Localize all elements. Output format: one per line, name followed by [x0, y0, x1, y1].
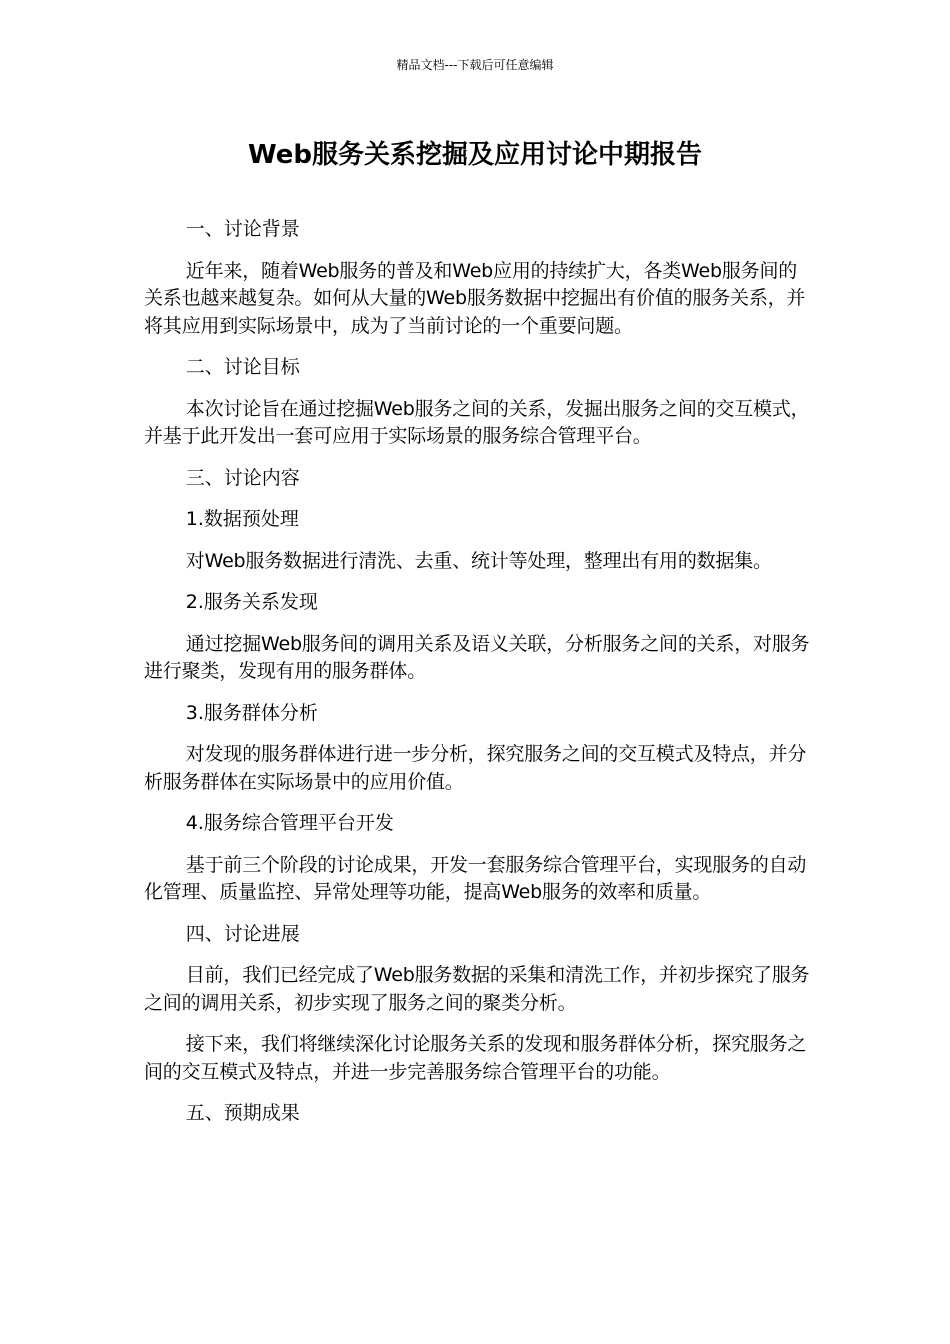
document-title: Web服务关系挖掘及应用讨论中期报告 [248, 140, 702, 170]
paragraph-goal: 本次讨论旨在通过挖掘Web服务之间的关系，发掘出服务之间的交互模式，并基于此开发出一套可应用于实际场景的服务综合管理平台。 [144, 397, 810, 447]
subheading-platform-development: 4.服务综合管理平台开发 [185, 812, 394, 834]
paragraph-preprocessing: 对Web服务数据进行清洗、去重、统计等处理，整理出有用的数据集。 [185, 549, 772, 572]
subheading-relation-discovery: 2.服务关系发现 [185, 591, 318, 613]
paragraph-relation-discovery: 通过挖掘Web服务间的调用关系及语义关联，分析服务之间的关系，对服务进行聚类，发现有用的服务群体。 [144, 632, 810, 682]
subheading-preprocessing: 1.数据预处理 [185, 508, 299, 530]
section-heading-background: 一、讨论背景 [185, 218, 300, 240]
paragraph-progress-next: 接下来，我们将继续深化讨论服务关系的发现和服务群体分析，探究服务之间的交互模式及特点，并进一步完善服务综合管理平台的功能。 [144, 1033, 807, 1083]
subheading-group-analysis: 3.服务群体分析 [185, 701, 318, 724]
paragraph-progress-current: 目前，我们已经完成了Web服务数据的采集和清洗工作，并初步探究了服务之间的调用关系，初步实现了服务之间的聚类分析。 [144, 964, 810, 1014]
section-heading-goal: 二、讨论目标 [185, 356, 300, 378]
paragraph-group-analysis: 对发现的服务群体进行进一步分析，探究服务之间的交互模式及特点，并分析服务群体在实际场景中的应用价值。 [144, 743, 807, 793]
section-heading-progress: 四、讨论进展 [185, 922, 300, 945]
paragraph-background: 近年来，随着Web服务的普及和Web应用的持续扩大，各类Web服务间的关系也越来越复杂。如何从大量的Web服务数据中挖掘出有价值的服务关系，并将其应用到实际场景中，成为了当前讨论的一个重要问题。 [144, 259, 806, 337]
paragraph-platform-development: 基于前三个阶段的讨论成果，开发一套服务综合管理平台，实现服务的自动化管理、质量监控、异常处理等功能，提高Web服务的效率和质量。 [144, 853, 807, 903]
document-body [144, 216, 810, 1142]
header-note: 精品文档---下载后可任意编辑 [396, 58, 554, 72]
section-heading-expected-results: 五、预期成果 [185, 1102, 300, 1124]
section-heading-content: 三、讨论内容 [185, 466, 300, 489]
